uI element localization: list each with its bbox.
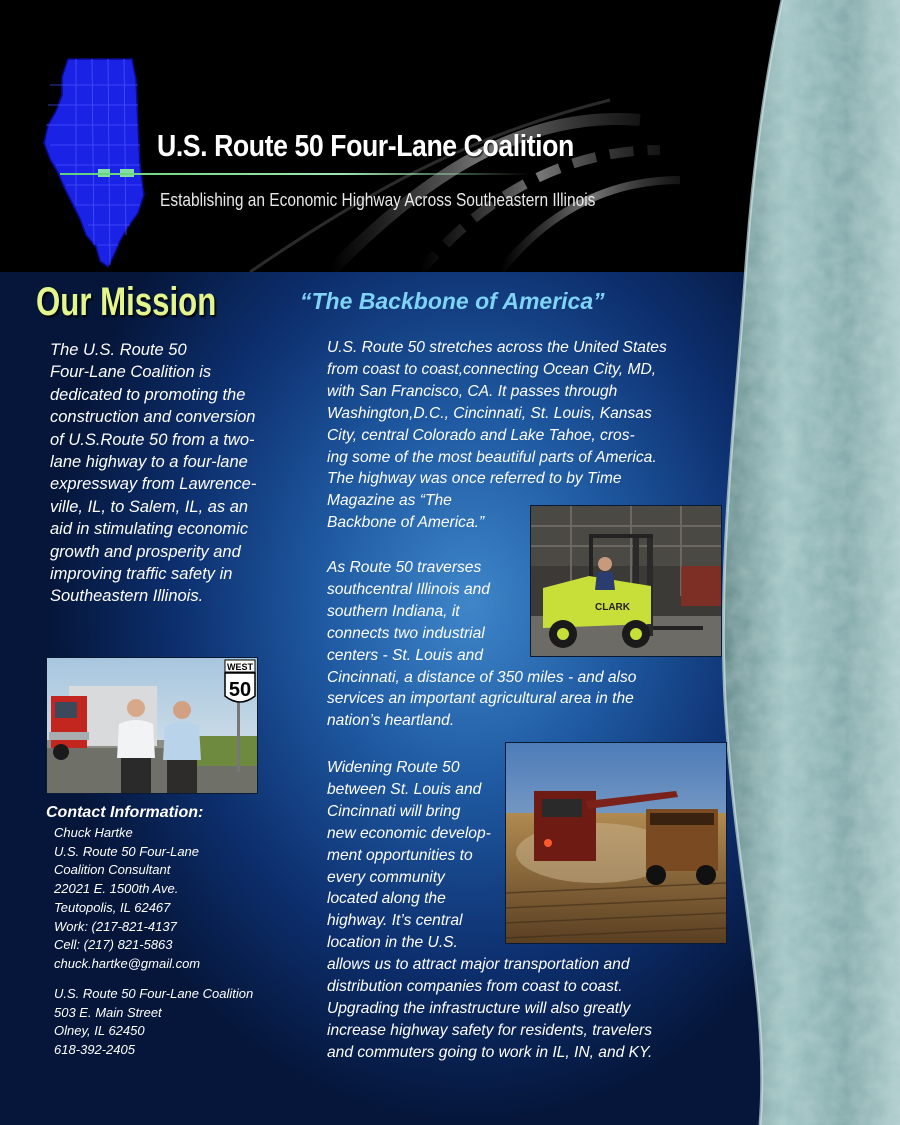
mission-line: ville, IL, to Salem, IL, as an <box>50 497 249 516</box>
paragraph-line: services an important agricultural area in the <box>327 690 634 708</box>
paragraph-line: nation’s heartland. <box>327 712 455 730</box>
paragraph-line: southern Indiana, it <box>327 602 460 620</box>
mission-line: aid in stimulating economic <box>50 520 249 539</box>
paragraph-line: Magazine as “The <box>327 492 452 510</box>
mission-line: Southeastern Illinois. <box>50 587 204 606</box>
paragraph-line: increase highway safety for residents, travelers <box>327 1021 653 1039</box>
contact-work-phone: Work: (217-821-4137 <box>54 918 177 934</box>
paragraph-line: location in the U.S. <box>327 934 458 952</box>
illinois-map-icon <box>40 55 160 270</box>
contact-role: Coalition Consultant <box>54 862 171 878</box>
contact-email[interactable]: chuck.hartke@gmail.com <box>54 955 201 971</box>
contact-heading: Contact Information: <box>46 804 204 821</box>
consultant-contact <box>54 824 294 974</box>
paragraph-line: Washington,D.C., Cincinnati, St. Louis, Kansas <box>327 404 652 422</box>
sign-number-text: 50 <box>228 679 252 701</box>
paragraph-line: highway. It’s central <box>327 912 463 930</box>
paragraph-line: every community <box>327 868 445 886</box>
contact-org: U.S. Route 50 Four-Lane <box>54 843 200 859</box>
paragraph-line: centers - St. Louis and <box>327 646 484 664</box>
office-phone: 618-392-2405 <box>54 1042 135 1058</box>
mission-line: of U.S.Route 50 from a two- <box>50 430 255 449</box>
page-title: U.S. Route 50 Four-Lane Coalition <box>157 128 574 163</box>
mission-line: expressway from Lawrence- <box>50 475 257 494</box>
harvest-photo <box>505 742 727 944</box>
paragraph-line: As Route 50 traverses <box>327 559 482 576</box>
mission-heading: Our Mission <box>36 280 217 324</box>
paragraph-line: Widening Route 50 <box>327 759 460 776</box>
contact-name: Chuck Hartke <box>54 825 133 840</box>
office-contact <box>54 985 294 1060</box>
contact-city: Teutopolis, IL 62467 <box>54 899 171 915</box>
paragraph-line: Backbone of America.” <box>327 514 485 532</box>
mission-line: construction and conversion <box>50 408 256 427</box>
highway-line <box>60 173 530 175</box>
forklift-photo <box>530 505 722 657</box>
office-city: Olney, IL 62450 <box>54 1023 145 1039</box>
paragraph-line: ment opportunities to <box>327 846 473 864</box>
paragraph-line: distribution companies from coast to coast. <box>327 978 623 996</box>
paragraph-line: Cincinnati will bring <box>327 802 461 820</box>
paragraph-line: from coast to coast,connecting Ocean City, MD, <box>327 360 657 378</box>
mission-line: dedicated to promoting the <box>50 385 246 404</box>
contact-cell-phone: Cell: (217) 821-5863 <box>54 937 173 953</box>
header <box>0 0 900 272</box>
mission-line: improving traffic safety in <box>50 565 233 584</box>
paragraph-line: City, central Colorado and Lake Tahoe, cros- <box>327 426 635 444</box>
paragraph-line: southcentral Illinois and <box>327 580 490 598</box>
paragraph-line: U.S. Route 50 stretches across the United States <box>327 339 667 356</box>
paragraph-line: allows us to attract major transportation and <box>327 956 630 974</box>
paragraph-line: with San Francisco, CA. It passes through <box>327 382 618 400</box>
mission-line: Four-Lane Coalition is <box>50 363 212 382</box>
paragraph-line: between St. Louis and <box>327 780 482 798</box>
sign-top-text: WEST <box>227 662 253 672</box>
paragraph-line: The highway was once referred to by Time <box>327 470 622 488</box>
mission-text <box>50 339 280 608</box>
backbone-heading: “The Backbone of America” <box>300 288 605 314</box>
paragraph-line: connects two industrial <box>327 624 485 642</box>
mission-line: The U.S. Route 50 <box>50 341 187 359</box>
forklift-brand-text: CLARK <box>595 602 630 613</box>
contact-address: 22021 E. 1500th Ave. <box>54 881 179 897</box>
paragraph-line: Upgrading the infrastructure will also greatly <box>327 999 631 1017</box>
truck-photo <box>46 657 258 794</box>
office-name: U.S. Route 50 Four-Lane Coalition <box>54 986 254 1001</box>
paragraph-line: ing some of the most beautiful parts of America. <box>327 448 657 466</box>
office-address: 503 E. Main Street <box>54 1004 162 1020</box>
mission-line: growth and prosperity and <box>50 542 241 561</box>
mission-line: lane highway to a four-lane <box>50 453 248 472</box>
paragraph-line: and commuters going to work in IL, IN, and KY. <box>327 1043 653 1061</box>
paragraph-line: located along the <box>327 890 446 908</box>
paragraph-line: Cincinnati, a distance of 350 miles - and also <box>327 668 637 686</box>
page-subtitle: Establishing an Economic Highway Across Southeastern Illinois <box>160 190 596 210</box>
paragraph-line: new economic develop- <box>327 824 491 842</box>
